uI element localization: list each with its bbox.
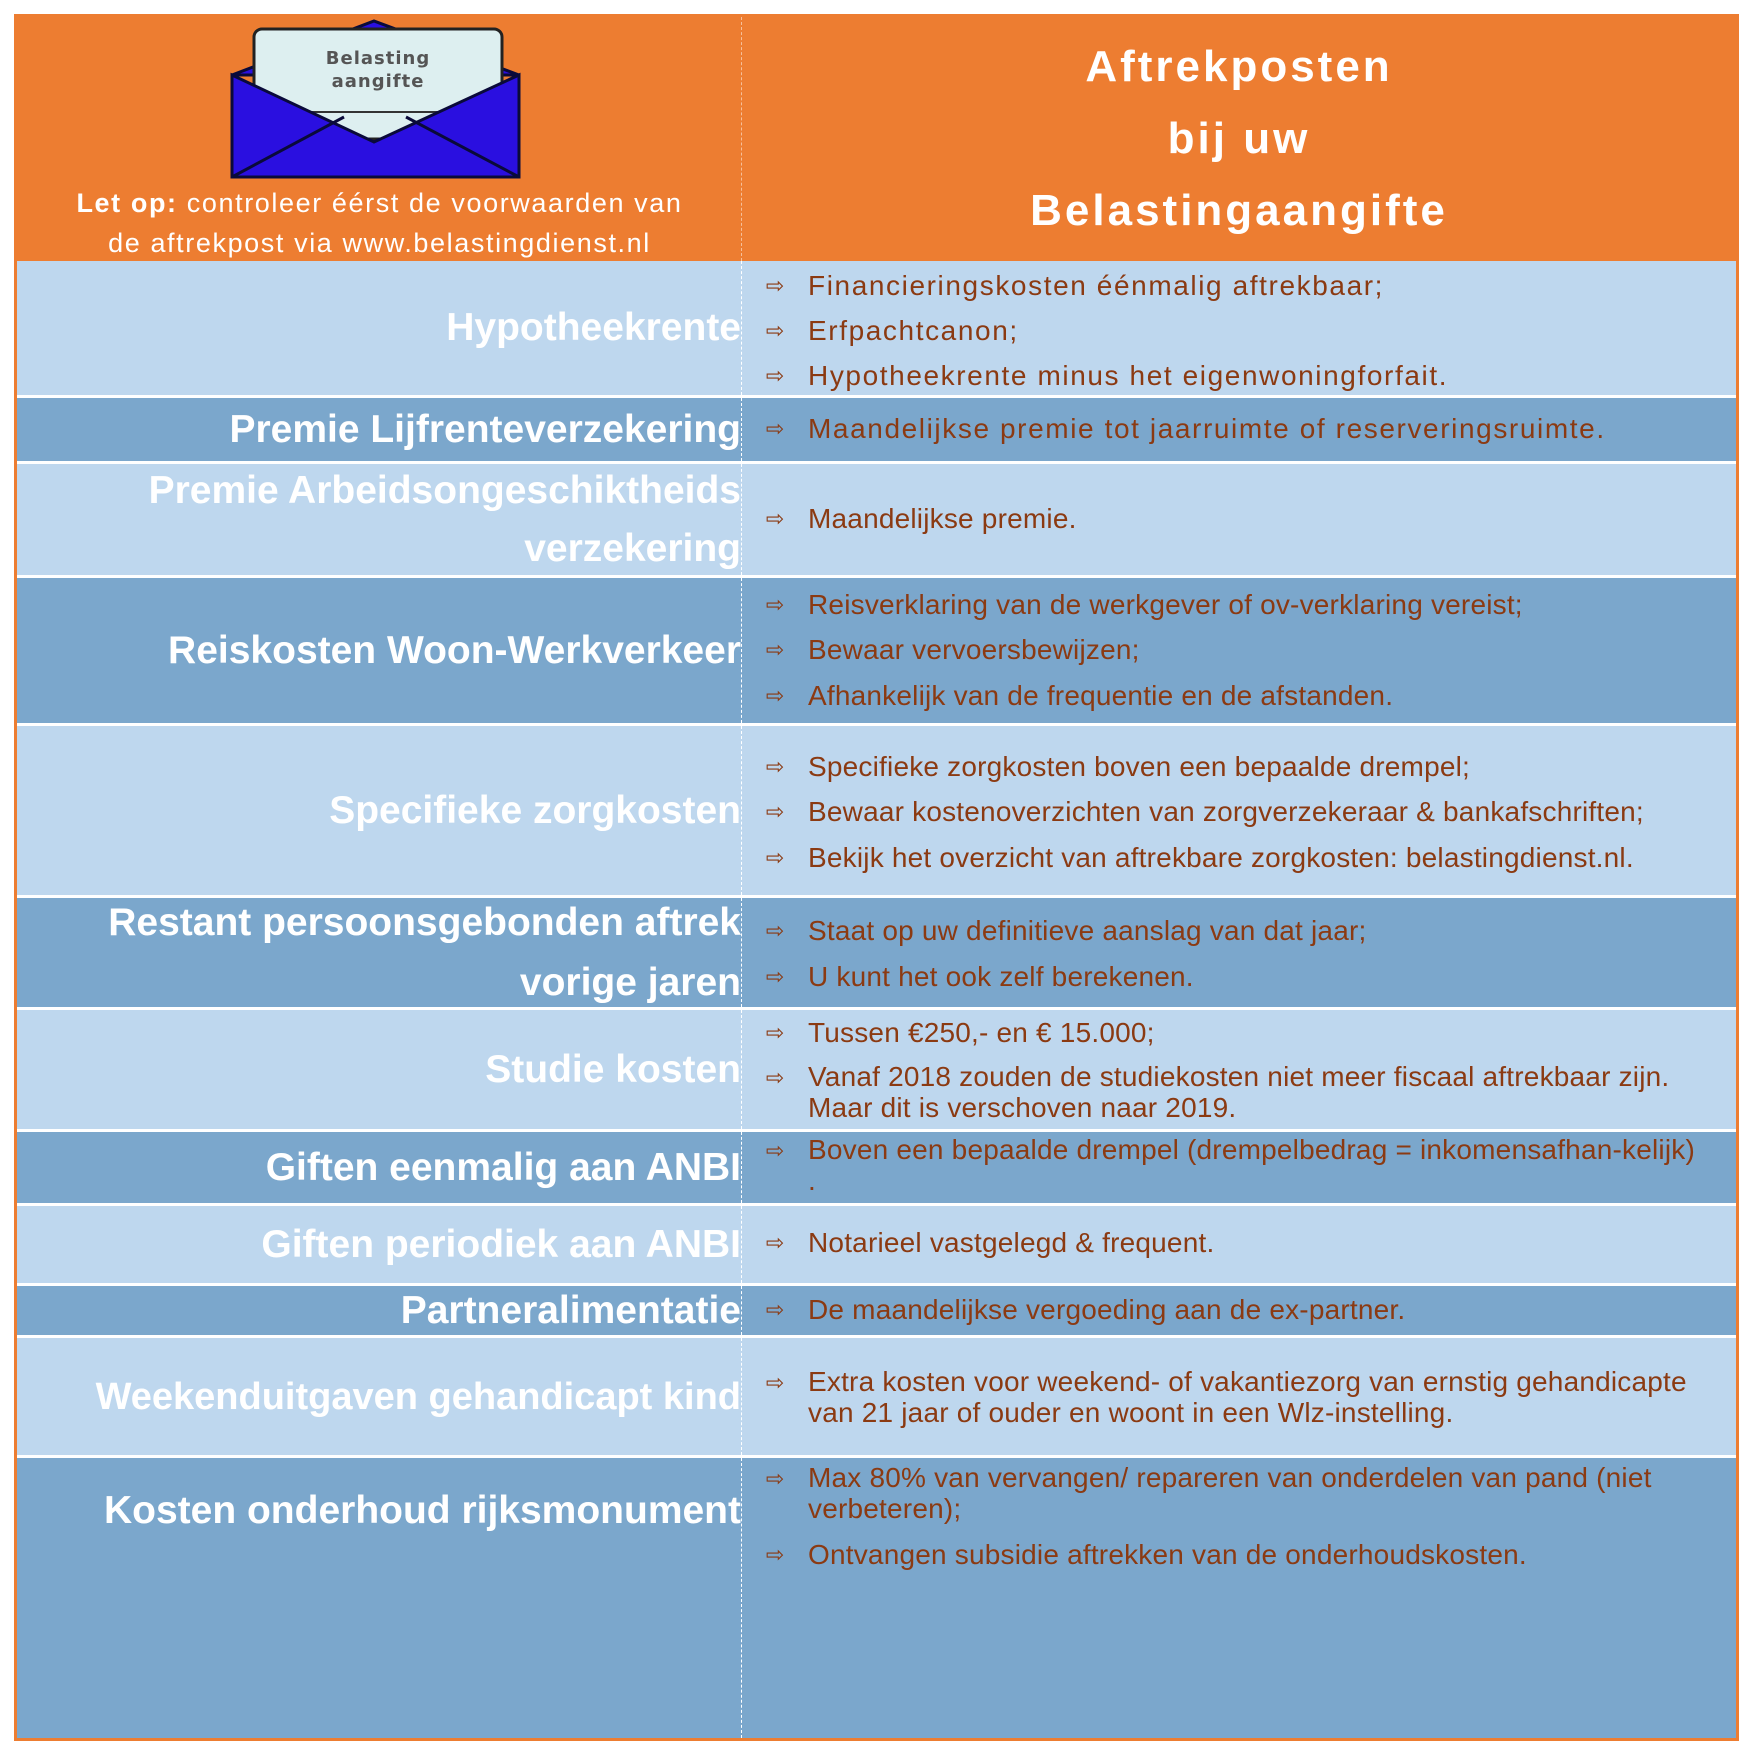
row-label: Specifieke zorgkosten: [17, 726, 742, 895]
row-label: Premie Lijfrenteverzekering: [17, 398, 742, 461]
row-items: [742, 398, 1736, 461]
list-item: ⇨ Erfpachtcanon;: [742, 314, 1728, 348]
list-item: ⇨ Staat op uw definitieve aanslag van dat jaar;: [742, 914, 1728, 948]
list-item: ⇨ Specifieke zorgkosten boven een bepaalde drempel;: [742, 750, 1728, 784]
arrow-right-icon: ⇨: [765, 273, 785, 298]
list-item: ⇨ Max 80% van vervangen/ repareren van onderdelen van pand (niet verbeteren);: [742, 1462, 1728, 1524]
table-row: [17, 261, 1736, 395]
list-item: ⇨ Vanaf 2018 zouden de studiekosten niet meer fiscaal aftrekbaar zijn. Maar dit is verschoven naar 2019.: [742, 1061, 1728, 1123]
row-label: Premie Arbeidsongeschiktheids verzekering: [17, 464, 742, 575]
row-label: Giften eenmalig aan ANBI: [17, 1132, 742, 1203]
header-note: [17, 183, 742, 263]
row-label: Restant persoonsgebonden aftrek vorige jaren: [17, 898, 742, 1007]
arrow-right-icon: ⇨: [765, 1138, 785, 1163]
arrow-right-icon: ⇨: [765, 799, 785, 824]
table-row: [17, 395, 1736, 461]
table-row: [17, 895, 1736, 1007]
arrow-right-icon: ⇨: [765, 1065, 785, 1090]
list-item: ⇨ Extra kosten voor weekend- of vakantiezorg van ernstig gehandicapte van 21 jaar of ouder en woont in een Wlz-instelling.: [742, 1366, 1728, 1428]
row-items: [742, 1458, 1736, 1738]
arrow-right-icon: ⇨: [765, 964, 785, 989]
table-row: [17, 1455, 1736, 1738]
list-item: ⇨ Notarieel vastgelegd & frequent.: [742, 1226, 1728, 1260]
envelope-label-line-1: Belasting: [325, 48, 431, 69]
header-title-line-3: Belastingaangifte: [1030, 186, 1448, 235]
envelope-label-line-2: aangifte: [331, 71, 425, 92]
arrow-right-icon: ⇨: [765, 1297, 785, 1322]
arrow-right-icon: ⇨: [765, 683, 785, 708]
table-row: [17, 461, 1736, 575]
row-items: [742, 1132, 1736, 1203]
table-row: [17, 1335, 1736, 1455]
envelope-icon: [224, 17, 534, 182]
table-row: [17, 575, 1736, 723]
row-items: [742, 261, 1736, 395]
arrow-right-icon: ⇨: [765, 506, 785, 531]
row-label: Partneralimentatie: [17, 1286, 742, 1335]
row-items: [742, 1206, 1736, 1283]
row-items: [742, 578, 1736, 723]
list-item: ⇨ Boven een bepaalde drempel (drempelbedrag = inkomensafhan-kelijk) .: [742, 1134, 1728, 1196]
list-item: ⇨ Bekijk het overzicht van aftrekbare zorgkosten: belastingdienst.nl.: [742, 841, 1728, 875]
row-label: Kosten onderhoud rijksmonument: [17, 1458, 742, 1738]
arrow-right-icon: ⇨: [765, 637, 785, 662]
deductions-table: [14, 14, 1739, 1741]
note-text-1: controleer éérst de voorwaarden van: [177, 188, 683, 218]
arrow-right-icon: ⇨: [765, 918, 785, 943]
header-title-line-2: bij uw: [1167, 114, 1311, 163]
row-items: [742, 1286, 1736, 1335]
list-item: ⇨ Hypotheekrente minus het eigenwoningforfait.: [742, 359, 1728, 393]
list-item: ⇨ Ontvangen subsidie aftrekken van de onderhoudskosten.: [742, 1538, 1728, 1572]
arrow-right-icon: ⇨: [765, 1230, 785, 1255]
row-label: Reiskosten Woon-Werkverkeer: [17, 578, 742, 723]
list-item: ⇨ Bewaar vervoersbewijzen;: [742, 633, 1728, 667]
header-title-line-1: Aftrekposten: [1085, 42, 1393, 91]
row-items: [742, 726, 1736, 895]
arrow-right-icon: ⇨: [765, 318, 785, 343]
arrow-right-icon: ⇨: [765, 1466, 785, 1491]
table-row: [17, 1283, 1736, 1335]
table-row: [17, 1203, 1736, 1283]
arrow-right-icon: ⇨: [765, 1020, 785, 1045]
table-row: [17, 723, 1736, 895]
note-bold: Let op:: [76, 188, 178, 218]
list-item: ⇨ Tussen €250,- en € 15.000;: [742, 1016, 1728, 1050]
table-header: [17, 17, 1736, 261]
list-item: ⇨ Maandelijkse premie tot jaarruimte of reserveringsruimte.: [742, 412, 1728, 446]
note-text-2: de aftrekpost via www.belastingdienst.nl: [108, 228, 651, 258]
list-item: ⇨ De maandelijkse vergoeding aan de ex-partner.: [742, 1293, 1728, 1327]
list-item: ⇨ Maandelijkse premie.: [742, 502, 1728, 536]
header-left-cell: [17, 17, 742, 261]
row-items: [742, 1010, 1736, 1129]
header-title: [742, 17, 1736, 261]
arrow-right-icon: ⇨: [765, 754, 785, 779]
row-label: Hypotheekrente: [17, 261, 742, 395]
arrow-right-icon: ⇨: [765, 363, 785, 388]
row-label: Studie kosten: [17, 1010, 742, 1129]
row-items: [742, 464, 1736, 575]
list-item: ⇨ Bewaar kostenoverzichten van zorgverzekeraar & bankafschriften;: [742, 795, 1728, 829]
arrow-right-icon: ⇨: [765, 416, 785, 441]
list-item: ⇨ U kunt het ook zelf berekenen.: [742, 960, 1728, 994]
row-items: [742, 1338, 1736, 1455]
table-row: [17, 1129, 1736, 1203]
row-label: Giften periodiek aan ANBI: [17, 1206, 742, 1283]
row-items: [742, 898, 1736, 1007]
arrow-right-icon: ⇨: [765, 845, 785, 870]
arrow-right-icon: ⇨: [765, 1370, 785, 1395]
list-item: ⇨ Reisverklaring van de werkgever of ov-verklaring vereist;: [742, 588, 1728, 622]
arrow-right-icon: ⇨: [765, 1542, 785, 1567]
list-item: ⇨ Afhankelijk van de frequentie en de afstanden.: [742, 679, 1728, 713]
table-row: [17, 1007, 1736, 1129]
arrow-right-icon: ⇨: [765, 592, 785, 617]
list-item: ⇨ Financieringskosten éénmalig aftrekbaar;: [742, 269, 1728, 303]
row-label: Weekenduitgaven gehandicapt kind: [17, 1338, 742, 1455]
